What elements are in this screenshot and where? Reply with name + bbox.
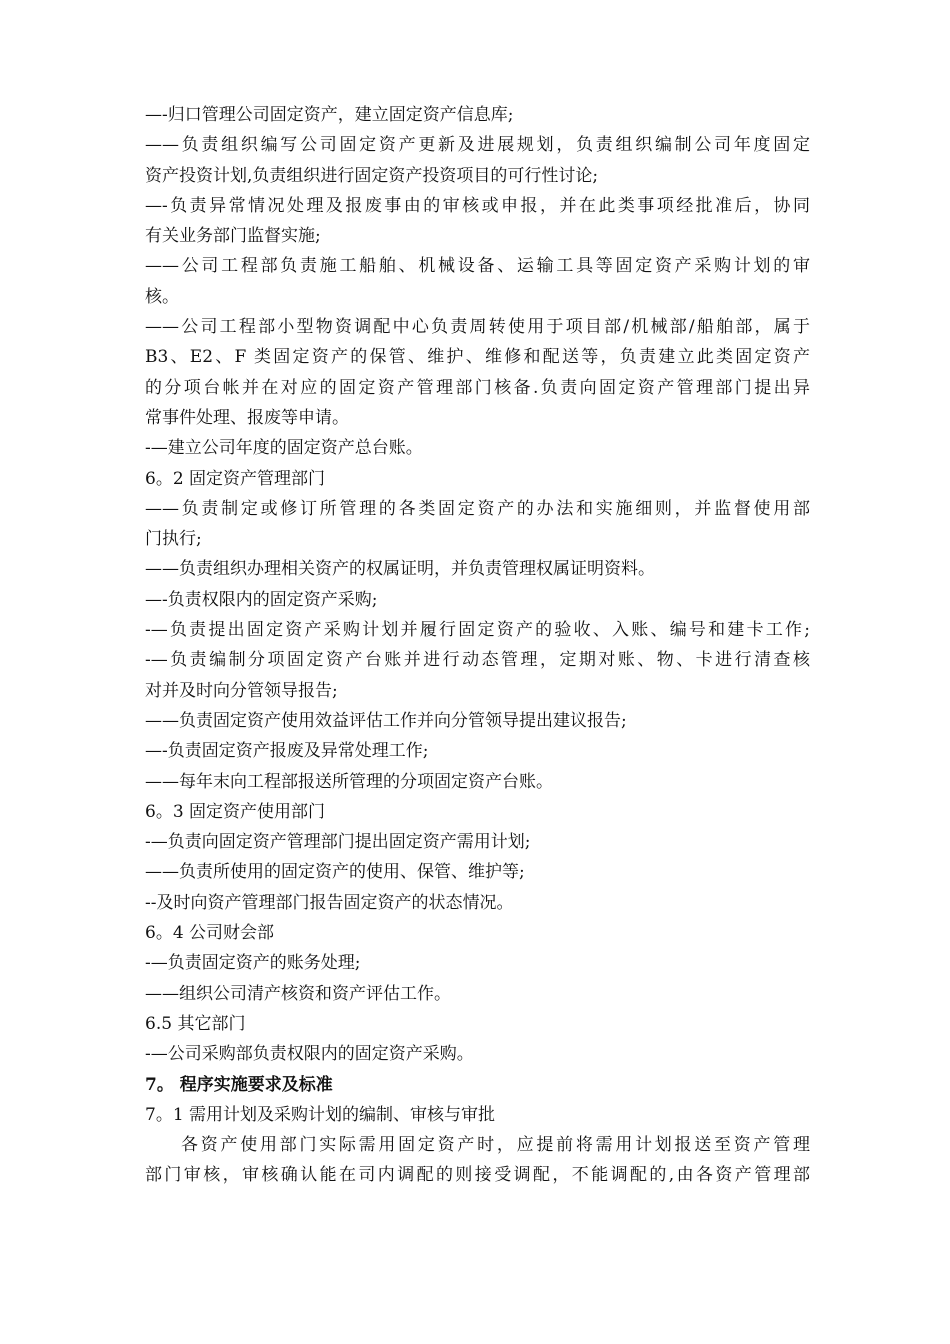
text-line: -—公司采购部负责权限内的固定资产采购。 — [145, 1044, 474, 1065]
section-heading: 6.5 其它部门 — [145, 1013, 246, 1034]
text-line: ——公司工程部负责施工船舶、机械设备、运输工具等固定资产采购计划的审 — [145, 256, 810, 277]
text-line: B3、E2、F 类固定资产的保管、维护、维修和配送等，负责建立此类固定资产 — [145, 347, 810, 368]
text-line: ——公司工程部小型物资调配中心负责周转使用于项目部/机械部/船舶部，属于 — [145, 317, 810, 338]
section-heading: 7。1 需用计划及采购计划的编制、审核与审批 — [145, 1104, 496, 1125]
text-line: 资产投资计划,负责组织进行固定资产投资项目的可行性讨论; — [145, 165, 599, 186]
section-heading: 6。3 固定资产使用部门 — [145, 801, 326, 822]
text-line: -—负责固定资产的账务处理; — [145, 953, 361, 974]
paragraph-line: 部门审核，审核确认能在司内调配的则接受调配，不能调配的,由各资产管理部 — [145, 1165, 810, 1186]
text-line: 对并及时向分管领导报告; — [145, 680, 338, 701]
text-line: —-负责异常情况处理及报废事由的审核或申报，并在此类事项经批准后，协同 — [145, 195, 810, 216]
text-line: -—建立公司年度的固定资产总台账。 — [145, 438, 423, 459]
text-line: 的分项台帐并在对应的固定资产管理部门核备.负责向固定资产管理部门提出异 — [145, 377, 810, 398]
section-heading: 6。2 固定资产管理部门 — [145, 468, 326, 489]
text-line: -—负责提出固定资产采购计划并履行固定资产的验收、入账、编号和建卡工作; — [145, 620, 810, 641]
text-line: ——负责组织办理相关资产的权属证明，并负责管理权属证明资料。 — [145, 559, 655, 580]
chapter-heading: 7。 程序实施要求及标准 — [145, 1074, 333, 1095]
paragraph-line: 各资产使用部门实际需用固定资产时，应提前将需用计划报送至资产管理 — [181, 1135, 810, 1156]
text-line: ——负责所使用的固定资产的使用、保管、维护等; — [145, 862, 525, 883]
text-line: --及时向资产管理部门报告固定资产的状态情况。 — [145, 892, 514, 913]
text-line: 核。 — [145, 286, 179, 307]
text-line: —-负责权限内的固定资产采购; — [145, 589, 378, 610]
text-line: ——负责组织编写公司固定资产更新及进展规划，负责组织编制公司年度固定 — [145, 135, 810, 156]
text-line: -—负责编制分项固定资产台账并进行动态管理，定期对账、物、卡进行清查核 — [145, 650, 810, 671]
text-line: 门执行; — [145, 529, 202, 550]
text-line: ——负责制定或修订所管理的各类固定资产的办法和实施细则，并监督使用部 — [145, 498, 810, 519]
section-heading: 6。4 公司财会部 — [145, 923, 275, 944]
text-line: —-负责固定资产报废及异常处理工作; — [145, 741, 429, 762]
text-line: 有关业务部门监督实施; — [145, 226, 321, 247]
text-line: -—负责向固定资产管理部门提出固定资产需用计划; — [145, 832, 531, 853]
text-line: ——每年末向工程部报送所管理的分项固定资产台账。 — [145, 771, 553, 792]
text-line: 常事件处理、报废等申请。 — [145, 407, 349, 428]
text-line: ——负责固定资产使用效益评估工作并向分管领导提出建议报告; — [145, 710, 627, 731]
document-body — [145, 100, 810, 1191]
text-line: —-归口管理公司固定资产，建立固定资产信息库; — [145, 105, 514, 125]
text-line: ——组织公司清产核资和资产评估工作。 — [145, 983, 451, 1004]
